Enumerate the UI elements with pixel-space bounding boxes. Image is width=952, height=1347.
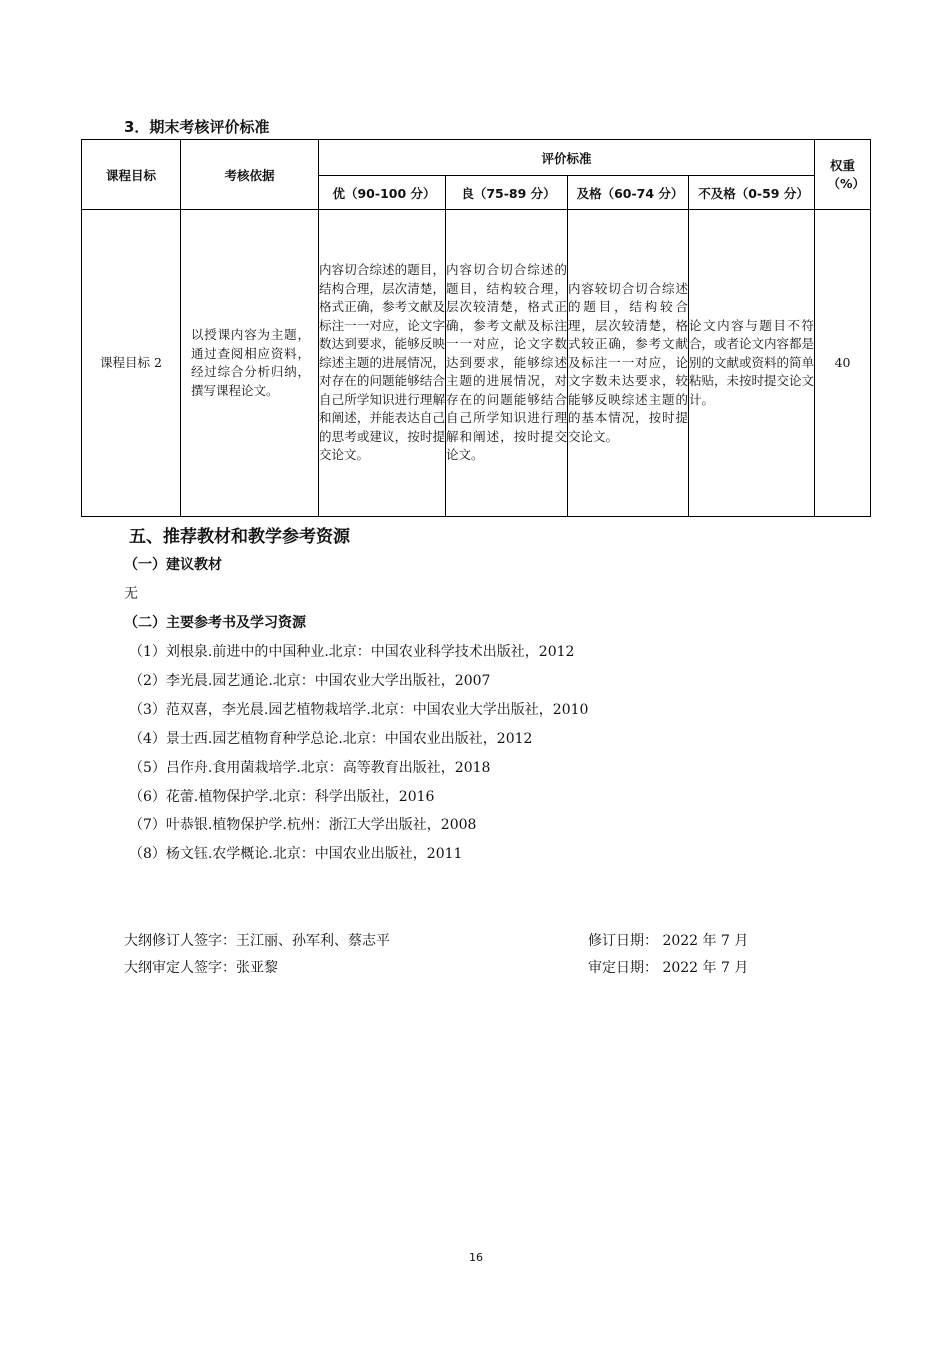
subsection2-title: （二）主要参考书及学习资源 <box>124 615 306 631</box>
row-excellent: 内容切合综述的题目，结构合理，层次清楚，格式正确，参考文献及标注一一对应，论文字数达到要求，能够反映综述主题的进展情况，对存在的问题能够结合自己所学知识进行理解和阐述，并能表达自己的思考或建议，按时提交论文。 <box>319 210 446 517</box>
revise-date: 修订日期： 2022 年 7 月 <box>588 933 749 949</box>
approver-signature: 大纲审定人签字：张亚黎 <box>124 960 278 976</box>
header-criteria: 评价标准 <box>319 140 815 176</box>
approve-date: 审定日期： 2022 年 7 月 <box>588 960 749 976</box>
row-weight: 40 <box>815 210 871 517</box>
header-goal: 课程目标 <box>82 140 181 210</box>
row-fail: 论文内容与题目不符合，或者论文内容都是别的文献或资料的简单粘贴，未按时提交论文计。 <box>689 210 815 517</box>
header-weight <box>815 140 871 210</box>
reviser-signature: 大纲修订人签字：王江丽、孙军利、蔡志平 <box>124 933 390 949</box>
subsection1-body: 无 <box>124 586 138 602</box>
reference-item: （3）范双喜，李光晨.园艺植物栽培学.北京：中国农业大学出版社，2010 <box>129 702 589 718</box>
header-grade-pass: 及格（60-74 分） <box>568 176 689 210</box>
reference-item: （5）吕作舟.食用菌栽培学.北京：高等教育出版社，2018 <box>129 760 491 776</box>
row-basis: 以授课内容为主题，通过查阅相应资料，经过综合分析归纳，撰写课程论文。 <box>181 210 319 517</box>
reference-item: （2）李光晨.园艺通论.北京：中国农业大学出版社，2007 <box>129 673 491 689</box>
header-grade-excellent: 优（90-100 分） <box>319 176 446 210</box>
header-basis: 考核依据 <box>181 140 319 210</box>
section5-title: 五、推荐教材和教学参考资源 <box>129 527 350 547</box>
evaluation-table <box>81 139 871 517</box>
reference-item: （6）花蕾.植物保护学.北京：科学出版社，2016 <box>129 789 435 805</box>
section3-title: 3．期末考核评价标准 <box>124 118 270 136</box>
header-weight-label: 权重（%） <box>827 157 866 191</box>
reference-item: （1）刘根泉.前进中的中国种业.北京：中国农业科学技术出版社，2012 <box>129 644 575 660</box>
subsection1-title: （一）建议教材 <box>124 557 222 573</box>
reference-item: （7）叶恭银.植物保护学.杭州：浙江大学出版社，2008 <box>129 817 477 833</box>
page-number: 16 <box>469 1251 483 1264</box>
header-grade-fail: 不及格（0-59 分） <box>689 176 815 210</box>
row-good: 内容切合切合综述的题目，结构较合理，层次较清楚，格式正确，参考文献及标注一一对应，论文字数达到要求，能够综述主题的进展情况，对存在的问题能够结合自己所学知识进行理解和阐述，按时提交论文。 <box>446 210 568 517</box>
row-pass: 内容较切合切合综述的题目，结构较合理，层次较清楚，格式较正确，参考文献及标注一一对应，论文字数未达要求，较能够反映综述主题的的基本情况，按时提交论文。 <box>568 210 689 517</box>
reference-item: （8）杨文钰.农学概论.北京：中国农业出版社，2011 <box>129 846 463 862</box>
reference-item: （4）景士西.园艺植物育种学总论.北京：中国农业出版社，2012 <box>129 731 533 747</box>
row-goal: 课程目标 2 <box>82 210 181 517</box>
header-grade-good: 良（75-89 分） <box>446 176 568 210</box>
